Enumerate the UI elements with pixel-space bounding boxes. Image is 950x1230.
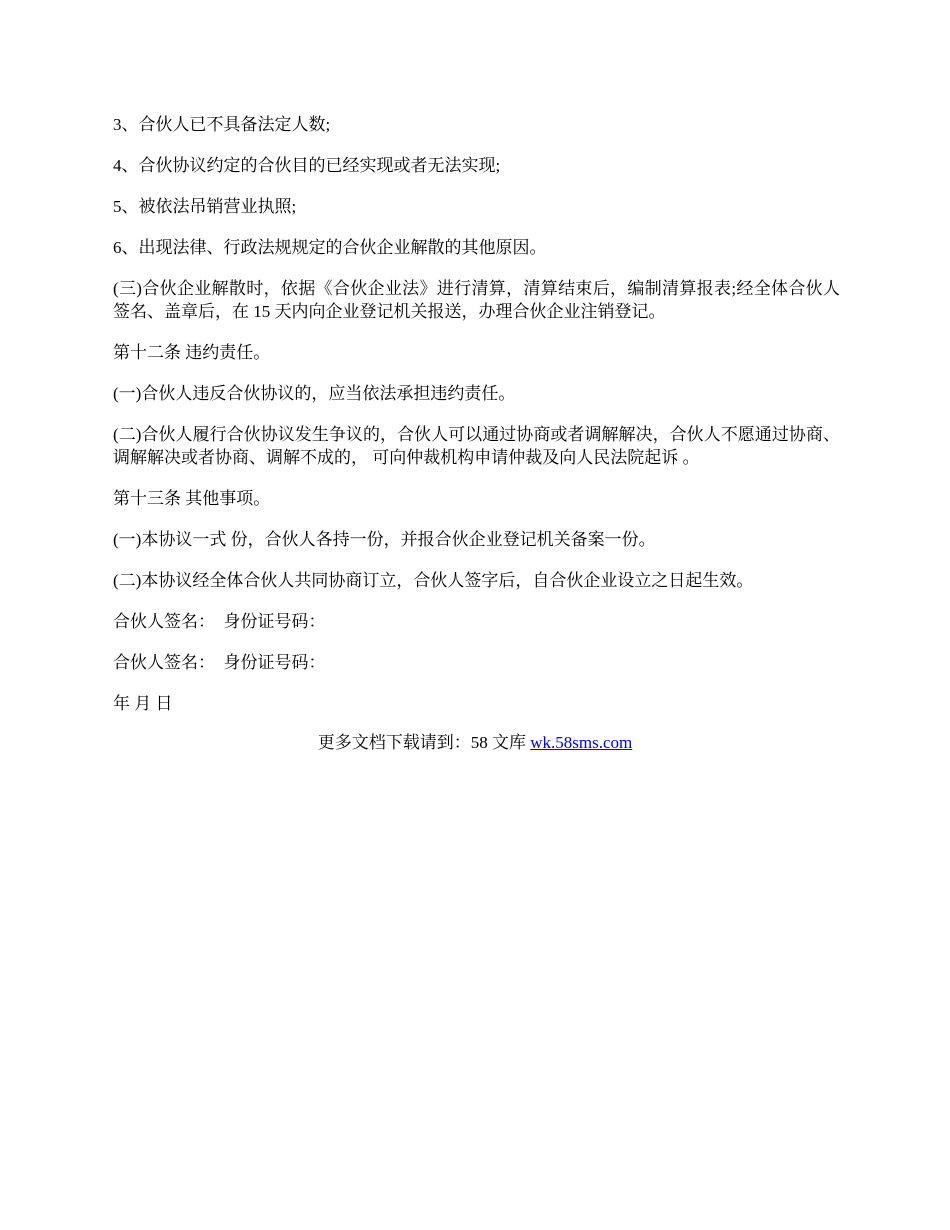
document-body xyxy=(113,113,840,733)
article-13-heading: 第十三条 其他事项。 xyxy=(113,489,271,508)
date-line: 年 月 日 xyxy=(113,694,173,713)
footer xyxy=(0,731,950,754)
signature-line-2: 合伙人签名： 身份证号码： xyxy=(113,653,326,672)
paragraph-copies: (一)本协议一式 份，合伙人各持一份，并报合伙企业登记机关备案一份。 xyxy=(113,530,656,549)
paragraph-item-4: 4、合伙协议约定的合伙目的已经实现或者无法实现; xyxy=(113,156,501,175)
article-12-heading: 第十二条 违约责任。 xyxy=(113,343,271,362)
footer-link[interactable]: wk.58sms.com xyxy=(530,733,633,752)
paragraph-breach-liability: (一)合伙人违反合伙协议的，应当依法承担违约责任。 xyxy=(113,384,516,403)
paragraph-item-5: 5、被依法吊销营业执照; xyxy=(113,197,297,216)
paragraph-dispute-resolution: (二)合伙人履行合伙协议发生争议的，合伙人可以通过协商或者调解解决，合伙人不愿通过协商、调解解决或者协商、调解不成的， 可向仲裁机构申请仲裁及向人民法院起诉 。 xyxy=(113,425,840,467)
paragraph-liquidation: (三)合伙企业解散时，依据《合伙企业法》进行清算，清算结束后，编制清算报表;经全体合伙人签名、盖章后，在 15 天内向企业登记机关报送，办理合伙企业注销登记。 xyxy=(113,279,840,321)
paragraph-item-6: 6、出现法律、行政法规规定的合伙企业解散的其他原因。 xyxy=(113,238,547,257)
paragraph-effective: (二)本协议经全体合伙人共同协商订立，合伙人签字后，自合伙企业设立之日起生效。 xyxy=(113,571,754,590)
signature-line-1: 合伙人签名： 身份证号码： xyxy=(113,612,326,631)
footer-text: 更多文档下载请到：58 文库 xyxy=(317,733,531,752)
paragraph-item-3: 3、合伙人已不具备法定人数; xyxy=(113,115,331,134)
